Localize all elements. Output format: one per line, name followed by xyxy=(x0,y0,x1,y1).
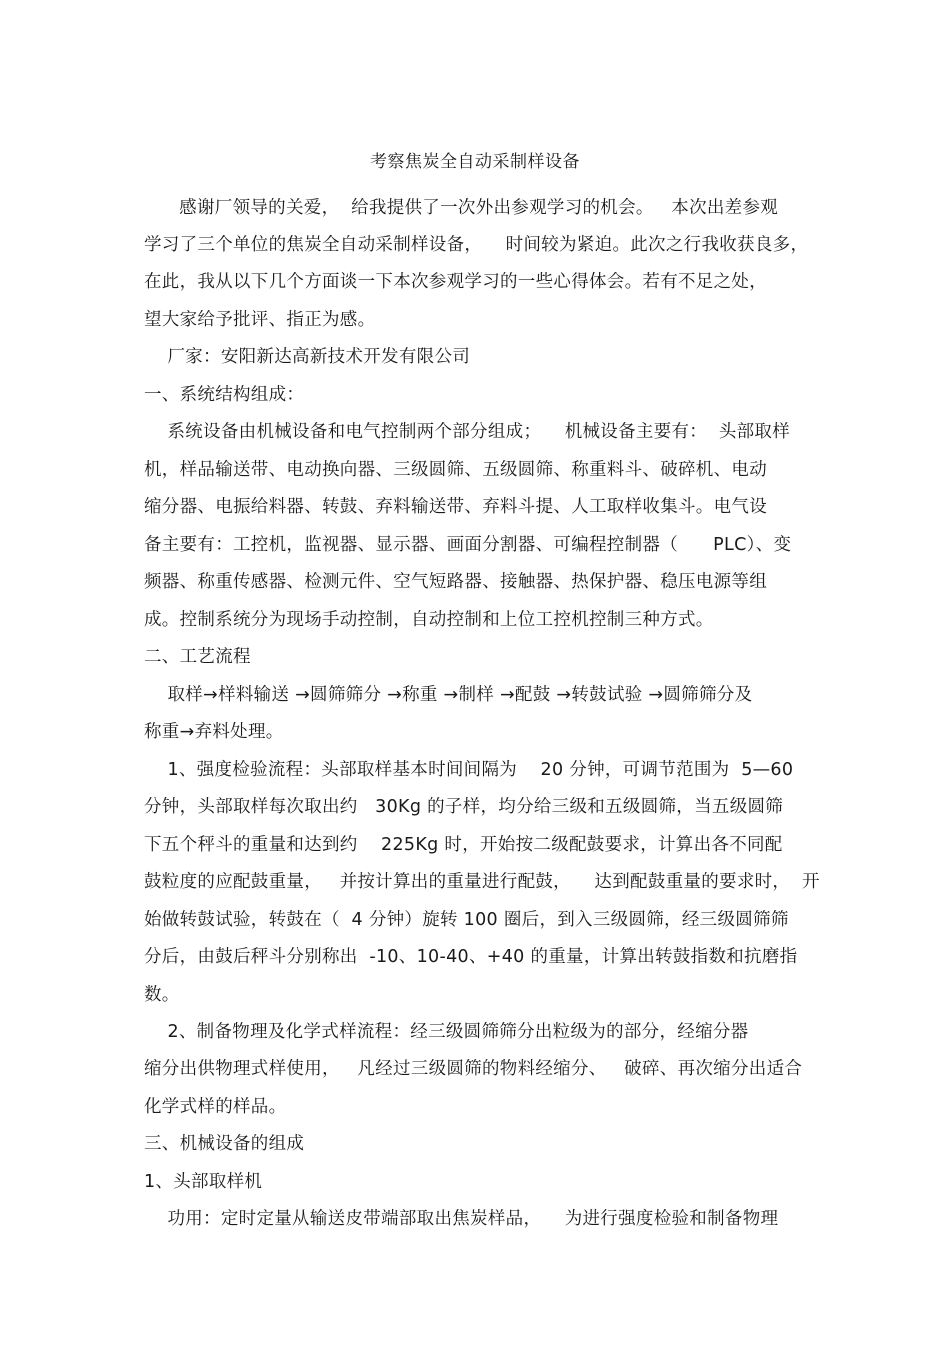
paragraph-line: 望大家给予批评、指正为感。 xyxy=(144,310,376,330)
paragraph-line: 缩分器、电振给料器、转鼓、弃料输送带、弃料斗提、人工取样收集斗。电气设 xyxy=(144,497,767,517)
paragraph-line: 缩分出供物理式样使用， 凡经过三级圆筛的物料经缩分、 破碎、再次缩分出适合 xyxy=(144,1059,803,1079)
paragraph-line: 成。控制系统分为现场手动控制，自动控制和上位工控机控制三种方式。 xyxy=(144,610,714,630)
document-title: 考察焦炭全自动采制样设备 xyxy=(370,152,580,172)
paragraph-line: 1、强度检验流程：头部取样基本时间间隔为 20 分钟，可调节范围为 5—60 xyxy=(144,760,794,780)
paragraph-line: 数。 xyxy=(144,985,180,1005)
paragraph-line: 下五个秤斗的重量和达到约 225Kg 时，开始按二级配鼓要求，计算出各不同配 xyxy=(144,835,783,855)
paragraph-line: 频器、称重传感器、检测元件、空气短路器、接触器、热保护器、稳压电源等组 xyxy=(144,572,767,592)
paragraph-line: 备主要有：工控机，监视器、显示器、画面分割器、可编程控制器（ PLC）、变 xyxy=(144,535,792,555)
paragraph-line: 厂家：安阳新达高新技术开发有限公司 xyxy=(144,347,471,367)
paragraph-line: 化学式样的样品。 xyxy=(144,1097,287,1117)
paragraph-line: 在此，我从以下几个方面谈一下本次参观学习的一些心得体会。若有不足之处， xyxy=(144,272,767,292)
section-heading: 一、系统结构组成： xyxy=(144,385,305,405)
paragraph-line: 学习了三个单位的焦炭全自动采制样设备， 时间较为紧迫。此次之行我收获良多， xyxy=(144,235,809,255)
subsection-heading: 1、头部取样机 xyxy=(144,1172,263,1192)
paragraph-line: 称重→弃料处理。 xyxy=(144,722,284,742)
paragraph-line: 取样→样料输送 →圆筛筛分 →称重 →制样 →配鼓 →转鼓试验 →圆筛筛分及 xyxy=(144,685,753,705)
section-heading: 三、机械设备的组成 xyxy=(144,1134,305,1154)
paragraph-line: 始做转鼓试验，转鼓在（ 4 分钟）旋转 100 圈后，到入三级圆筛，经三级圆筛筛 xyxy=(144,910,789,930)
paragraph-line: 机，样品输送带、电动换向器、三级圆筛、五级圆筛、称重料斗、破碎机、电动 xyxy=(144,460,767,480)
paragraph-line: 系统设备由机械设备和电气控制两个部分组成； 机械设备主要有： 头部取样 xyxy=(144,422,791,442)
paragraph-line: 鼓粒度的应配鼓重量， 并按计算出的重量进行配鼓， 达到配鼓重量的要求时， 开 xyxy=(144,872,820,892)
paragraph-line: 分后，由鼓后秤斗分别称出 -10、10-40、+40 的重量，计算出转鼓指数和抗磨指 xyxy=(144,947,798,967)
paragraph-line: 功用：定时定量从输送皮带端部取出焦炭样品， 为进行强度检验和制备物理 xyxy=(144,1209,779,1229)
paragraph-line: 2、制备物理及化学式样流程：经三级圆筛筛分出粒级为的部分，经缩分器 xyxy=(144,1022,749,1042)
paragraph-line: 感谢厂领导的关爱， 给我提供了一次外出参观学习的机会。 本次出差参观 xyxy=(144,198,779,218)
paragraph-line: 分钟，头部取样每次取出约 30Kg 的子样，均分给三级和五级圆筛，当五级圆筛 xyxy=(144,797,784,817)
section-heading: 二、工艺流程 xyxy=(144,647,251,667)
